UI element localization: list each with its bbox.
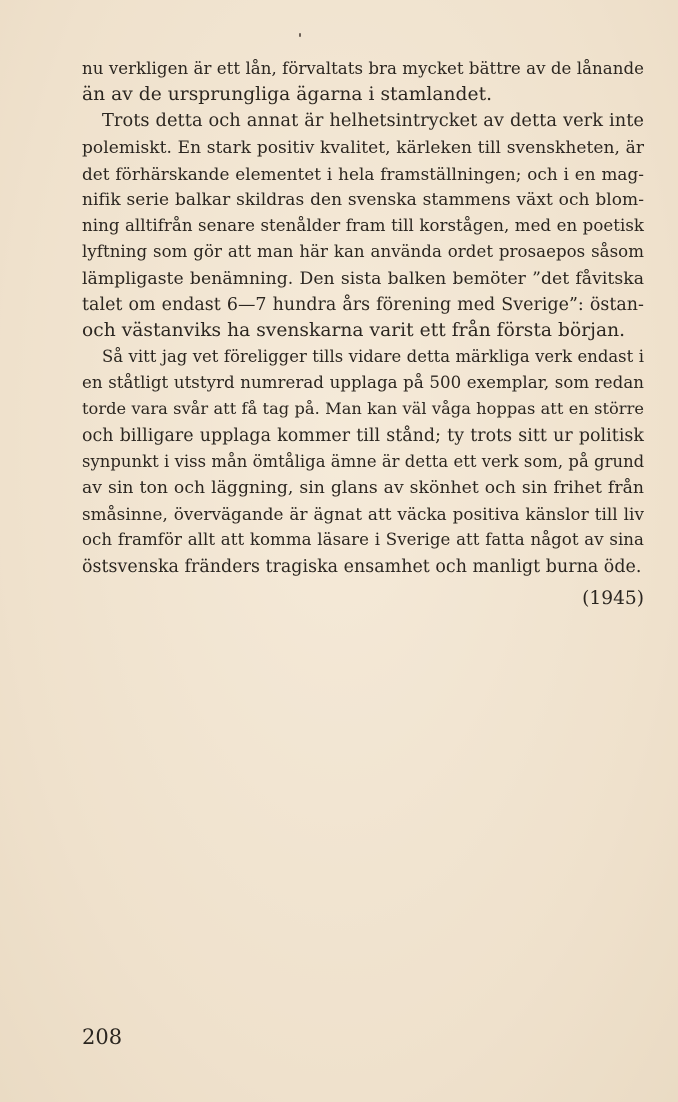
text-line: småsinne, övervägande är ägnat att väcka positiva känslor till liv	[82, 504, 644, 525]
text-line: östsvenska fränders tragiska ensamhet och manligt burna öde.	[82, 556, 642, 577]
text-line: talet om endast 6—7 hundra års förening med Sverige”: östan-	[82, 294, 644, 315]
text-line: nifik serie balkar skildras den svenska stammens växt och blom-	[82, 189, 644, 210]
ink-speck	[299, 33, 301, 37]
text-line: och framför allt att komma läsare i Sverige att fatta något av sina	[82, 530, 644, 550]
text-line: och billigare upplaga kommer till stånd; ty trots sitt ur politisk	[82, 425, 644, 446]
text-line: Så vitt jag vet föreligger tills vidare detta märkliga verk endast i	[102, 347, 644, 367]
text-line: det förhärskande elementet i hela framställningen; och i en mag-	[82, 163, 644, 184]
text-line: än av de ursprungliga ägarna i stamlandet.	[82, 84, 493, 106]
text-line: synpunkt i viss mån ömtåliga ämne är detta ett verk som, på grund	[82, 451, 645, 471]
text-line: lyftning som gör att man här kan använda ordet prosaepos såsom	[82, 242, 644, 262]
text-line: nu verkligen är ett lån, förvaltats bra mycket bättre av de lånande	[82, 59, 644, 78]
text-line: lämpligaste benämning. Den sista balken bemöter ”det fåvitska	[82, 268, 644, 289]
text-line: en ståtligt utstyrd numrerad upplaga på 500 exemplar, som redan	[82, 373, 644, 393]
text-line: torde vara svår att få tag på. Man kan väl våga hoppas att en större	[82, 399, 644, 419]
text-line: ning alltifrån senare stenålder fram till korstågen, med en poetisk	[82, 216, 644, 236]
text-line: av sin ton och läggning, sin glans av skönhet och sin frihet från	[82, 478, 644, 498]
text-line: och västanviks ha svenskarna varit ett från första början.	[82, 319, 626, 341]
text-line: polemiskt. En stark positiv kvalitet, kärleken till svenskheten, är	[82, 137, 644, 158]
text-line: Trots detta och annat är helhetsintrycket av detta verk inte	[102, 110, 644, 132]
publication-year: (1945)	[582, 587, 644, 609]
page-number: 208	[82, 1025, 123, 1049]
page-text	[82, 56, 644, 612]
